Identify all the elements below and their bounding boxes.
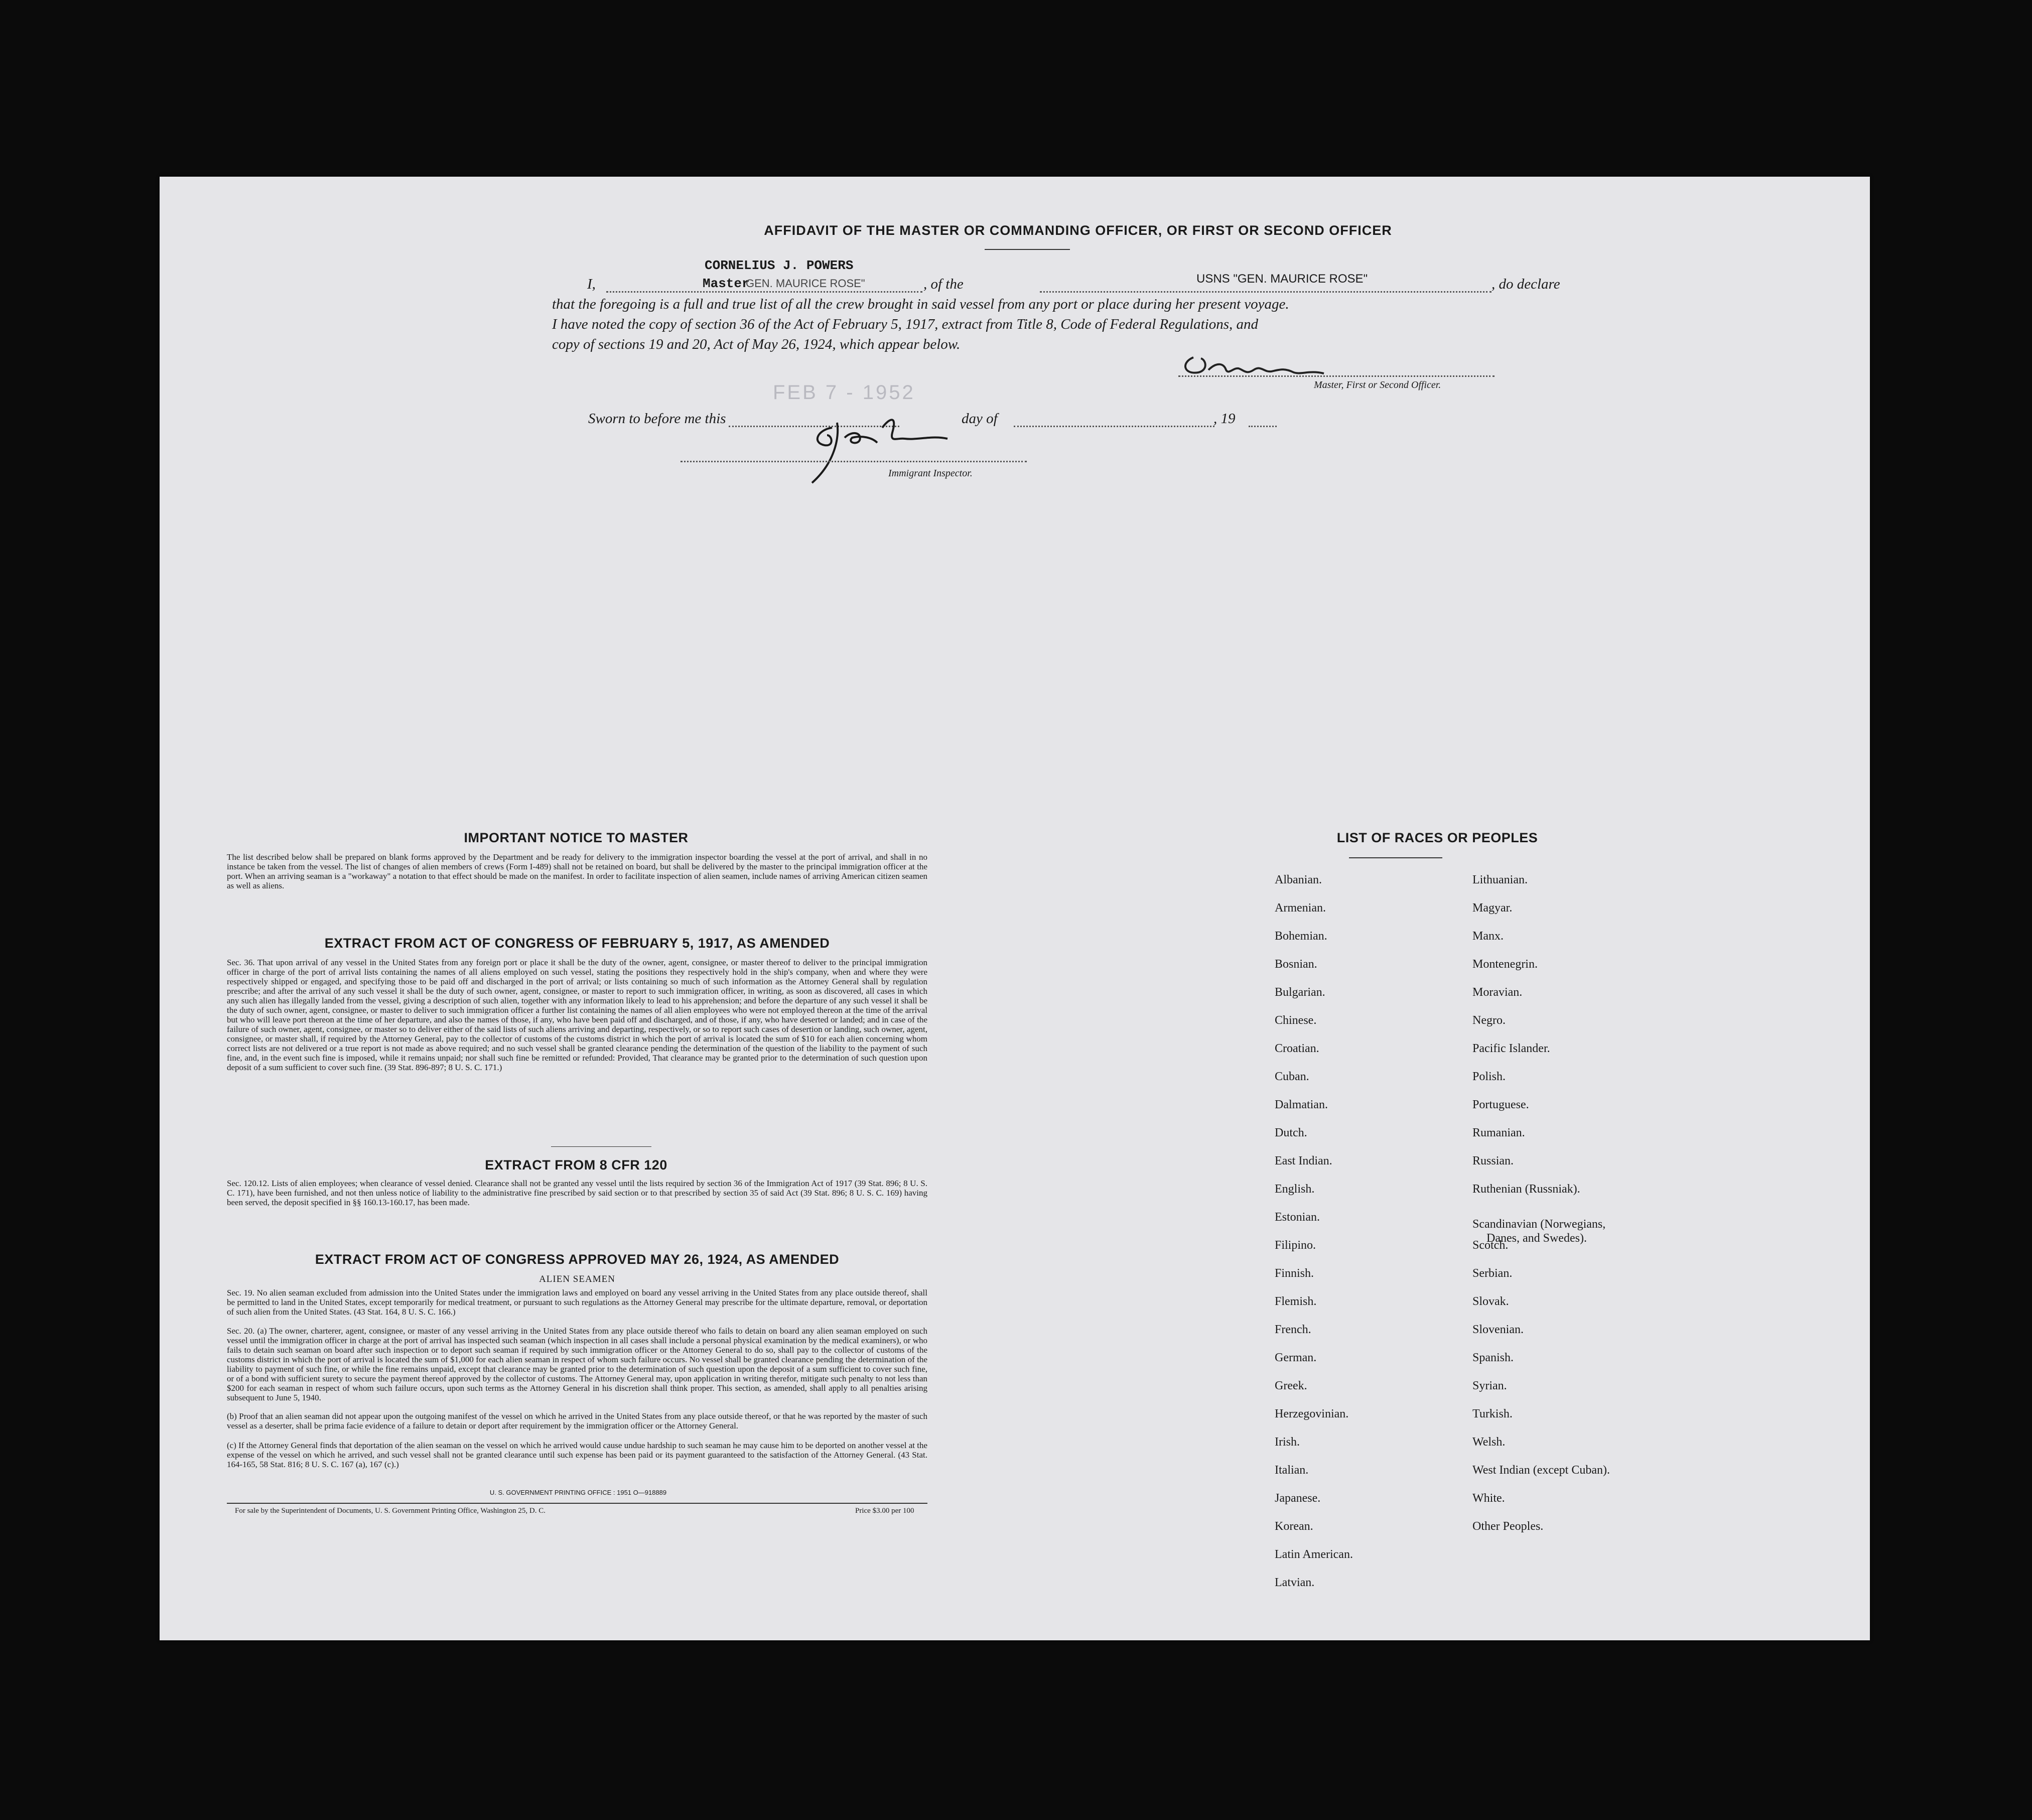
extract-1917-heading: EXTRACT FROM ACT OF CONGRESS OF FEBRUARY 5, 1917, AS AMENDED [324, 936, 830, 951]
race-item: Dalmatian. [1275, 1098, 1328, 1111]
race-item: Manx. [1472, 930, 1504, 943]
typed-name: CORNELIUS J. POWERS [705, 258, 854, 273]
inspector-signature-line [681, 461, 1027, 462]
typed-vessel: USNS "GEN. MAURICE ROSE" [1196, 272, 1368, 286]
extract-1924-sec20b: (b) Proof that an alien seaman did not appear upon the outgoing manifest of the vessel on which he arrived in the United States from any place outside thereof, or that he was reported by the master of such vessel as a deserter, shall be prima facie evidence of a failure to detain or deport after requirement by the immigration officer or the Attorney General. [227, 1411, 927, 1431]
race-item: Bulgarian. [1275, 986, 1325, 999]
extract-1917-text: Sec. 36. That upon arrival of any vessel in the United States from any foreign port or place it shall be the duty of the owner, agent, consignee, or master thereof to deliver to the principal immigration officer in charge of the port of arrival lists containing the names of all aliens employed on such vessel, stating the positions they respectively hold in the ship's company, when and where they were respectively shipped or engaged, and specifying those to be paid off and discharged in the port of arrival; or lists containing so much of such information as the Attorney General shall by regulation prescribe; and after the arrival of any such vessel it shall be the duty of such owner, agent, consignee, or master to report to such immigration officer, in writing, as soon as discovered, all cases in which any such alien has illegally landed from the vessel, giving a description of such alien, together with any information likely to lead to his apprehension; and before the departure of any such vessel it shall be the duty of such owner, agent, consignee, or master to deliver to such immigration officer a further list containing the names of all alien employees who were not employed thereon at the time of the arrival but who will leave port thereon at the time of her departure, and also the names of those, if any, who have been paid off and discharged, and of those, if any, who have deserted or landed; and in case of the failure of such owner, agent, consignee, or master so to deliver either of the said lists of such aliens arriving and departing, respectively, or so to report such cases of desertion or landing, such owner, agent, consignee, or master shall, if required by the Attorney General, pay to the collector of customs of the customs district in which the port of arrival is located the sum of $10 for each alien concerning whom correct lists are not delivered or a true report is not made as above required; and no such vessel shall be granted clearance pending the determination of the question of the liability to the payment of such fine, and, in the event such fine is imposed, while it remains unpaid; nor shall such fine be remitted or refunded: Provided, That clearance may be granted prior to the determination of such question upon deposit of a sum sufficient to cover such fine. (39 Stat. 896-897; 8 U. S. C. 171.) [227, 958, 927, 1072]
race-item: Danes, and Swedes). [1486, 1232, 1587, 1245]
document-sheet [160, 177, 1870, 1640]
race-item: Herzegovinian. [1275, 1407, 1349, 1420]
extract-1924-sec20c: (c) If the Attorney General finds that deportation of the alien seaman on the vessel on which he arrived would cause undue hardship to such seaman he may cause him to be deported on another vessel at the expense of the vessel on which he arrived, and such vessel shall not be granted clearance until such expense has been paid or its payment guaranteed to the satisfaction of the Attorney General. (43 Stat. 164-165, 58 Stat. 816; 8 U. S. C. 167 (a), 167 (c).) [227, 1441, 927, 1469]
races-heading: LIST OF RACES OR PEOPLES [1336, 830, 1538, 845]
race-item: Scotch. [1472, 1239, 1509, 1252]
race-item: Croatian. [1275, 1042, 1319, 1055]
race-item: Flemish. [1275, 1295, 1317, 1308]
race-item: English. [1275, 1183, 1315, 1196]
race-item: Bohemian. [1275, 930, 1327, 943]
sworn-label: Sworn to before me this [588, 411, 726, 427]
race-item: Estonian. [1275, 1211, 1320, 1224]
declaration-line-1: that the foregoing is a full and true list of all the crew brought in said vessel from any port or place during her present voyage. [552, 296, 1289, 312]
extract-1924-subheading: ALIEN SEAMEN [539, 1274, 615, 1284]
race-item: Chinese. [1275, 1014, 1317, 1027]
extract-1924-sec20a: Sec. 20. (a) The owner, charterer, agent, consignee, or master of any vessel arriving in the United States from any place outside thereof who fails to detain on board any alien seaman employed on such vessel until the immigration officer in charge at the port of arrival has inspected such seaman (which inspection in all cases shall include a personal physical examination by the medical examiners), or who fails to detain such seaman on board after such inspection or to deport such seaman if required by such immigration officer or the Attorney General to do so, shall pay to the collector of customs of the customs district in which the port of arrival is located the sum of $1,000 for each alien seaman in respect of whom such failure occurs. No vessel shall be granted clearance pending the determination of the liability to payment of such fine, or while the fine remains unpaid, except that clearance may be granted prior to the determination of such question upon the deposit of a sum sufficient to cover such fine, or of a bond with sufficient surety to secure the payment thereof approved by the collector of customs. The Attorney General may, upon application in writing therefor, mitigate such penalty to not less than $200 for each seaman in respect of whom such failure occurs, upon such terms as the Attorney General in his discretion shall think proper. This section, as amended, shall apply to all penalties arising subsequent to June 5, 1940. [227, 1326, 927, 1402]
footer-rule [227, 1503, 927, 1504]
printing-office-line: U. S. GOVERNMENT PRINTING OFFICE : 1951 O—918889 [489, 1489, 667, 1496]
race-item: Cuban. [1275, 1070, 1309, 1083]
race-item: Ruthenian (Russniak). [1472, 1183, 1580, 1196]
race-item: Moravian. [1472, 986, 1523, 999]
race-item: Welsh. [1472, 1436, 1506, 1449]
declaration-line-3: copy of sections 19 and 20, Act of May 26, 1924, which appear below. [552, 336, 961, 352]
race-item: German. [1275, 1351, 1317, 1364]
race-item: Turkish. [1472, 1407, 1513, 1420]
master-signature-line [1178, 375, 1495, 377]
extract-8cfr-text: Sec. 120.12. Lists of alien employees; when clearance of vessel denied. Clearance shall not be granted any vessel until the lists required by section 36 of the Immigration Act of 1917 (39 Stat. 896; 8 U. S. C. 171), have been furnished, and not then unless notice of liability to the administrative fine prescribed by said section or to that prescribed by section 35 of said Act (39 Stat. 896; 8 U. S. C. 169) having been served, the deposit specified in §§ 160.13-160.17, has been made. [227, 1179, 927, 1207]
race-item: East Indian. [1275, 1154, 1332, 1167]
vessel-line [1040, 291, 1492, 293]
master-signature [1178, 347, 1329, 382]
race-item: Spanish. [1472, 1351, 1514, 1364]
race-item: Dutch. [1275, 1126, 1307, 1139]
race-item: Latin American. [1275, 1548, 1353, 1561]
year-line [1249, 426, 1277, 427]
year-label: , 19 [1213, 411, 1236, 427]
race-item: Bosnian. [1275, 958, 1317, 971]
race-item: Armenian. [1275, 901, 1326, 915]
race-item: Finnish. [1275, 1267, 1314, 1280]
race-item: Rumanian. [1472, 1126, 1525, 1139]
notice-text: The list described below shall be prepared on blank forms approved by the Department and be ready for delivery to the immigration inspector boarding the vessel at the port of arrival, and shall in no instance be taken from the vessel. The list of changes of alien members of crews (Form I-489) shall not be retained on board, but shall be delivered by the master to the principal immigration officer at the port. When an arriving seaman is a "workaway" a notation to that effect should be made on the manifest. In order to facilitate inspection of alien seamen, include names of arriving American citizen seamen as well as aliens. [227, 852, 927, 890]
price-line: Price $3.00 per 100 [855, 1507, 914, 1515]
race-item: Pacific Islander. [1472, 1042, 1550, 1055]
race-item: Japanese. [1275, 1492, 1321, 1505]
race-item: Slovak. [1472, 1295, 1509, 1308]
typed-ship-overprint: GEN. MAURICE ROSE" [746, 277, 865, 290]
declaration-line-2: I have noted the copy of section 36 of the Act of February 5, 1917, extract from Title 8, Code of Federal Regulations, and [552, 316, 1259, 332]
race-item: Latvian. [1275, 1576, 1315, 1589]
race-item: Portuguese. [1472, 1098, 1529, 1111]
i-label: I, [587, 276, 596, 292]
extract-1924-heading: EXTRACT FROM ACT OF CONGRESS APPROVED MAY 26, 1924, AS AMENDED [315, 1252, 840, 1267]
for-sale-line: For sale by the Superintendent of Documents, U. S. Government Printing Office, Washington 25, D. C. [235, 1507, 546, 1515]
race-item: West Indian (except Cuban). [1472, 1464, 1610, 1477]
race-item: Montenegrin. [1472, 958, 1538, 971]
extract-8cfr-heading: EXTRACT FROM 8 CFR 120 [485, 1157, 667, 1173]
inspector-caption: Immigrant Inspector. [888, 468, 973, 479]
day-of-label: day of [962, 411, 998, 427]
race-item: Lithuanian. [1472, 873, 1528, 886]
month-line [1014, 426, 1214, 427]
section-divider [551, 1146, 651, 1147]
race-item: Russian. [1472, 1154, 1514, 1167]
race-item: Albanian. [1275, 873, 1322, 886]
race-item: Irish. [1275, 1436, 1300, 1449]
race-item: Slovenian. [1472, 1323, 1524, 1336]
extract-1924-sec19: Sec. 19. No alien seaman excluded from admission into the United States under the immigration laws and employed on board any vessel arriving in the United States from any place outside thereof, shall be permitted to land in the United States, except temporarily for medical treatment, or pursuant to such regulations as the Attorney General may prescribe for the ultimate departure, removal, or deportation of such alien from the United States. (43 Stat. 164, 8 U. S. C. 166.) [227, 1288, 927, 1317]
race-item: Filipino. [1275, 1239, 1316, 1252]
race-item: Polish. [1472, 1070, 1506, 1083]
date-stamp: FEB 7 - 1952 [773, 381, 915, 404]
races-divider [1349, 857, 1442, 858]
race-item: Serbian. [1472, 1267, 1513, 1280]
race-item: Scandinavian (Norwegians, [1472, 1218, 1606, 1231]
title-divider [985, 249, 1070, 250]
race-item: Italian. [1275, 1464, 1309, 1477]
of-the-label: , of the [923, 276, 964, 292]
race-item: Negro. [1472, 1014, 1506, 1027]
race-item: Magyar. [1472, 901, 1513, 915]
race-item: French. [1275, 1323, 1311, 1336]
typed-rank: Master [703, 276, 750, 291]
master-caption: Master, First or Second Officer. [1314, 379, 1441, 391]
notice-heading: IMPORTANT NOTICE TO MASTER [464, 830, 689, 845]
race-item: Greek. [1275, 1379, 1307, 1392]
do-declare-label: , do declare [1492, 276, 1560, 292]
race-item: Syrian. [1472, 1379, 1507, 1392]
name-line [606, 291, 922, 293]
race-item: Korean. [1275, 1520, 1313, 1533]
race-item: White. [1472, 1492, 1505, 1505]
affidavit-title: AFFIDAVIT OF THE MASTER OR COMMANDING OFFICER, OR FIRST OR SECOND OFFICER [764, 223, 1392, 238]
race-item: Other Peoples. [1472, 1520, 1544, 1533]
